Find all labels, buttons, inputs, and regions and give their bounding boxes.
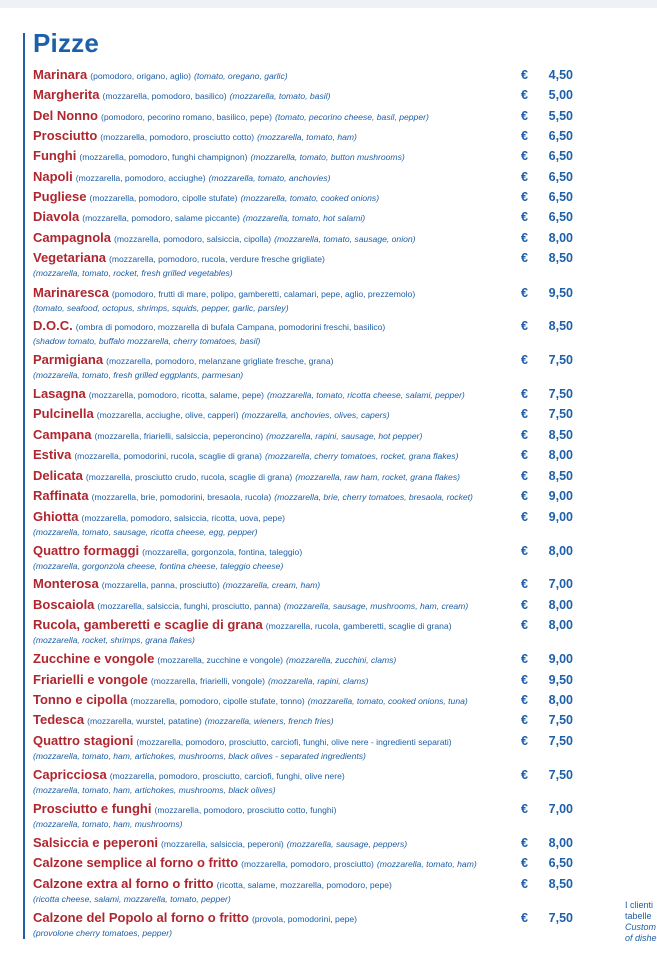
- menu-item-line: [33, 189, 513, 206]
- pizza-price: 8,50: [548, 251, 573, 265]
- menu-item-line: [33, 67, 513, 84]
- pizza-ingredients: (mozzarella, pomodoro, salsiccia, ricotta, uova, pepe): [81, 513, 285, 523]
- side-note: [625, 900, 657, 944]
- pizza-ingredients-english: (mozzarella, raw ham, rocket, grana flakes): [295, 472, 460, 482]
- pizza-name: Capricciosa: [33, 767, 107, 782]
- pizza-ingredients: (mozzarella, pomodoro, salame piccante): [82, 213, 240, 223]
- menu-item: [33, 285, 643, 314]
- menu-item-line: [33, 488, 513, 505]
- menu-item-line: [33, 209, 513, 226]
- menu-item-line: [33, 712, 513, 729]
- pizza-name: Calzone extra al forno o fritto: [33, 876, 214, 891]
- pizza-ingredients-english: (mozzarella, tomato, ham): [257, 132, 357, 142]
- menu-item: [33, 488, 643, 505]
- menu-item-line: [33, 386, 513, 403]
- pizza-name: Friarielli e vongole: [33, 672, 148, 687]
- pizza-ingredients-english: (mozzarella, gorgonzola cheese, fontina cheese, taleggio cheese): [33, 561, 284, 571]
- pizza-ingredients: (mozzarella, pomodoro, melanzane grigliate fresche, grana): [106, 356, 334, 366]
- pizza-price: 4,50: [548, 68, 573, 82]
- pizza-ingredients: (mozzarella, pomodoro, ricotta, salame, pepe): [88, 390, 265, 400]
- pizza-ingredients: (mozzarella, rucola, gamberetti, scaglie di grana): [265, 621, 452, 631]
- pizza-price: 6,50: [548, 210, 573, 224]
- pizza-ingredients-english: (mozzarella, tomato, fresh grilled eggplants, parmesan): [33, 370, 244, 380]
- menu-item: [33, 189, 643, 206]
- menu-item: [33, 128, 643, 145]
- pizza-price: 7,00: [548, 577, 573, 591]
- pizza-ingredients: (mozzarella, pomodoro, prosciutto, carciofi, funghi, olive nere - ingredienti separati): [136, 737, 452, 747]
- pizza-price: 8,00: [548, 544, 573, 558]
- currency-symbol: €: [521, 109, 528, 123]
- pizza-name: Margherita: [33, 87, 100, 102]
- pizza-price: 8,50: [548, 469, 573, 483]
- currency-symbol: €: [521, 170, 528, 184]
- menu-item-line: [33, 128, 513, 145]
- menu-item: [33, 509, 643, 538]
- menu-item: [33, 672, 643, 689]
- pizza-ingredients: (mozzarella, pomodoro, acciughe): [75, 173, 206, 183]
- menu-item-line: [33, 733, 513, 750]
- pizza-name: Ghiotta: [33, 509, 79, 524]
- menu-item-line: [33, 617, 513, 634]
- menu-item-line: [33, 767, 513, 784]
- pizza-ingredients: (mozzarella, acciughe, olive, capperi): [96, 410, 239, 420]
- pizza-ingredients: (mozzarella, pomodoro, prosciutto cotto): [100, 132, 255, 142]
- currency-symbol: €: [521, 734, 528, 748]
- pizza-ingredients-english: (shadow tomato, buffalo mozzarella, cherry tomatoes, basil): [33, 336, 261, 346]
- side-note-line: tabelle: [625, 911, 652, 921]
- menu-item: [33, 576, 643, 593]
- pizza-price: 8,00: [548, 448, 573, 462]
- pizza-ingredients: (mozzarella, pomodorini, rucola, scaglie di grana): [74, 451, 263, 461]
- pizza-ingredients-english: (mozzarella, rocket, shrimps, grana flakes): [33, 635, 195, 645]
- menu-item: [33, 386, 643, 403]
- pizza-price: 7,50: [548, 407, 573, 421]
- currency-symbol: €: [521, 652, 528, 666]
- pizza-ingredients: (pomodoro, origano, aglio): [90, 71, 191, 81]
- menu-item: [33, 318, 643, 347]
- menu-item: [33, 427, 643, 444]
- pizza-ingredients-english: (mozzarella, tomato, sausage, ricotta cheese, egg, pepper): [33, 527, 258, 537]
- menu-item: [33, 230, 643, 247]
- pizza-name: Napoli: [33, 169, 73, 184]
- section-divider-line: [23, 33, 25, 939]
- side-note-line: I clienti: [625, 900, 654, 910]
- currency-symbol: €: [521, 448, 528, 462]
- pizza-ingredients: (mozzarella, pomodoro, rucola, verdure fresche grigliate): [109, 254, 325, 264]
- pizza-price: 7,50: [548, 768, 573, 782]
- pizza-ingredients-english: (mozzarella, tomato, ham, artichokes, mushrooms, black olives): [33, 785, 276, 795]
- pizza-name: Prosciutto: [33, 128, 98, 143]
- pizza-ingredients: (pomodoro, frutti di mare, polipo, gamberetti, calamari, pepe, aglio, prezzemolo): [111, 289, 416, 299]
- pizza-price: 6,50: [548, 170, 573, 184]
- pizza-name: Tonno e cipolla: [33, 692, 128, 707]
- pizza-name: D.O.C.: [33, 318, 73, 333]
- top-band: [0, 0, 657, 8]
- pizza-name: Lasagna: [33, 386, 86, 401]
- pizza-ingredients-english: (mozzarella, tomato, ricotta cheese, salami, pepper): [267, 390, 465, 400]
- pizza-ingredients-english: (mozzarella, tomato, rocket, fresh grilled vegetables): [33, 268, 233, 278]
- pizza-ingredients-english: (tomato, pecorino cheese, basil, pepper): [275, 112, 429, 122]
- pizza-ingredients: (ricotta, salame, mozzarella, pomodoro, pepe): [216, 880, 392, 890]
- menu-item: [33, 67, 643, 84]
- pizza-name: Tedesca: [33, 712, 85, 727]
- pizza-ingredients-english: (mozzarella, tomato, anchovies): [208, 173, 331, 183]
- menu-item-line: [33, 576, 513, 593]
- pizza-price: 9,50: [548, 673, 573, 687]
- pizza-ingredients: (mozzarella, pomodoro, prosciutto, carciofi, funghi, olive nere): [109, 771, 345, 781]
- pizza-ingredients: (mozzarella, friarielli, salsiccia, peperoncino): [94, 431, 264, 441]
- pizza-name: Diavola: [33, 209, 80, 224]
- pizza-ingredients-english: (mozzarella, tomato, ham, mushrooms): [33, 819, 183, 829]
- pizza-ingredients: (mozzarella, pomodoro, basilico): [102, 91, 227, 101]
- pizza-ingredients: (mozzarella, gorgonzola, fontina, taleggio): [142, 547, 303, 557]
- section-title: Pizze: [33, 28, 100, 58]
- currency-symbol: €: [521, 836, 528, 850]
- currency-symbol: €: [521, 510, 528, 524]
- menu-item: [33, 767, 643, 796]
- pizza-name: Funghi: [33, 148, 77, 163]
- pizza-price: 8,00: [548, 693, 573, 707]
- menu-item-line: [33, 318, 513, 335]
- currency-symbol: €: [521, 544, 528, 558]
- menu-item: [33, 406, 643, 423]
- pizza-price: 6,50: [548, 149, 573, 163]
- pizza-price: 8,00: [548, 618, 573, 632]
- pizza-ingredients-english: (mozzarella, tomato, sausage, onion): [274, 234, 416, 244]
- currency-symbol: €: [521, 319, 528, 333]
- pizza-ingredients: (ombra di pomodoro, mozzarella di bufala Campana, pomodorini freschi, basilico): [75, 322, 386, 332]
- menu-item-line: [33, 87, 513, 104]
- menu-item-line: [33, 801, 513, 818]
- pizza-name: Pugliese: [33, 189, 87, 204]
- menu-item-line: [33, 447, 513, 464]
- menu-item-line: [33, 543, 513, 560]
- pizza-name: Quattro stagioni: [33, 733, 134, 748]
- currency-symbol: €: [521, 251, 528, 265]
- menu-item: [33, 835, 643, 852]
- pizza-price: 9,00: [548, 652, 573, 666]
- pizza-price: 5,00: [548, 88, 573, 102]
- pizza-name: Del Nonno: [33, 108, 98, 123]
- pizza-ingredients-english: (mozzarella, sausage, peppers): [286, 839, 408, 849]
- pizza-name: Campagnola: [33, 230, 112, 245]
- pizza-name: Boscaiola: [33, 597, 95, 612]
- pizza-name: Delicata: [33, 468, 83, 483]
- pizza-ingredients: (mozzarella, prosciutto crudo, rucola, scaglie di grana): [85, 472, 293, 482]
- menu-item-line: [33, 855, 513, 872]
- menu-item: [33, 543, 643, 572]
- pizza-price: 8,00: [548, 836, 573, 850]
- currency-symbol: €: [521, 190, 528, 204]
- pizza-ingredients-english: (mozzarella, tomato, ham, artichokes, mushrooms, black olives - separated ingredients): [33, 751, 366, 761]
- pizza-ingredients: (mozzarella, salsiccia, peperoni): [161, 839, 284, 849]
- menu-item-line: [33, 148, 513, 165]
- pizza-ingredients: (mozzarella, pomodoro, salsiccia, cipolla): [114, 234, 272, 244]
- menu-item-line: [33, 427, 513, 444]
- menu-item: [33, 250, 643, 279]
- pizza-ingredients: (mozzarella, pomodoro, prosciutto): [241, 859, 374, 869]
- pizza-name: Parmigiana: [33, 352, 104, 367]
- pizza-price: 8,00: [548, 598, 573, 612]
- menu-item: [33, 169, 643, 186]
- currency-symbol: €: [521, 877, 528, 891]
- pizza-name: Campana: [33, 427, 92, 442]
- menu-item: [33, 801, 643, 830]
- pizza-ingredients-english: (tomato, oregano, garlic): [194, 71, 288, 81]
- pizza-ingredients-english: (mozzarella, cherry tomatoes, rocket, grana flakes): [265, 451, 459, 461]
- menu-item: [33, 712, 643, 729]
- menu-item-line: [33, 230, 513, 247]
- pizza-price: 7,50: [548, 387, 573, 401]
- pizza-price: 8,00: [548, 231, 573, 245]
- pizza-name: Rucola, gamberetti e scaglie di grana: [33, 617, 263, 632]
- menu-item: [33, 651, 643, 668]
- pizza-price: 7,50: [548, 353, 573, 367]
- pizza-price: 8,50: [548, 877, 573, 891]
- pizza-price: 7,00: [548, 802, 573, 816]
- pizza-name: Calzone del Popolo al forno o fritto: [33, 910, 249, 925]
- menu-item: [33, 148, 643, 165]
- pizza-ingredients: (provola, pomodorini, pepe): [251, 914, 358, 924]
- pizza-ingredients-english: (ricotta cheese, salami, mozzarella, tomato, pepper): [33, 894, 231, 904]
- currency-symbol: €: [521, 673, 528, 687]
- pizza-ingredients: (mozzarella, pomodoro, cipolle stufate, tonno): [130, 696, 305, 706]
- pizza-price: 6,50: [548, 856, 573, 870]
- menu-item: [33, 447, 643, 464]
- currency-symbol: €: [521, 693, 528, 707]
- menu-item: [33, 468, 643, 485]
- currency-symbol: €: [521, 286, 528, 300]
- pizza-ingredients: (mozzarella, pomodoro, prosciutto cotto, funghi): [154, 805, 337, 815]
- pizza-ingredients-english: (mozzarella, anchovies, olives, capers): [241, 410, 390, 420]
- pizza-price: 6,50: [548, 129, 573, 143]
- pizza-price: 9,00: [548, 510, 573, 524]
- currency-symbol: €: [521, 407, 528, 421]
- pizza-ingredients-english: (mozzarella, tomato, cooked onions): [240, 193, 380, 203]
- pizza-name: Quattro formaggi: [33, 543, 140, 558]
- menu-item: [33, 209, 643, 226]
- pizza-ingredients-english: (mozzarella, tomato, basil): [229, 91, 331, 101]
- currency-symbol: €: [521, 802, 528, 816]
- pizza-name: Estiva: [33, 447, 72, 462]
- currency-symbol: €: [521, 129, 528, 143]
- currency-symbol: €: [521, 911, 528, 925]
- menu-item-line: [33, 250, 513, 267]
- currency-symbol: €: [521, 210, 528, 224]
- pizza-price: 8,50: [548, 319, 573, 333]
- pizza-price: 7,50: [548, 734, 573, 748]
- pizza-price: 6,50: [548, 190, 573, 204]
- pizza-name: Marinara: [33, 67, 88, 82]
- pizza-price: 7,50: [548, 911, 573, 925]
- menu-item-line: [33, 352, 513, 369]
- pizza-ingredients: (mozzarella, panna, prosciutto): [101, 580, 220, 590]
- pizza-ingredients-english: (mozzarella, sausage, mushrooms, ham, cream): [283, 601, 469, 611]
- pizza-ingredients: (mozzarella, friarielli, vongole): [150, 676, 266, 686]
- pizza-ingredients: (pomodoro, pecorino romano, basilico, pepe): [101, 112, 273, 122]
- currency-symbol: €: [521, 713, 528, 727]
- menu-item-line: [33, 468, 513, 485]
- pizza-name: Raffinata: [33, 488, 89, 503]
- pizza-name: Vegetariana: [33, 250, 106, 265]
- menu-item-line: [33, 108, 513, 125]
- currency-symbol: €: [521, 149, 528, 163]
- pizza-ingredients-english: (mozzarella, wieners, french fries): [204, 716, 334, 726]
- pizza-price: 9,50: [548, 286, 573, 300]
- currency-symbol: €: [521, 489, 528, 503]
- pizza-ingredients: (mozzarella, wurstel, patatine): [87, 716, 202, 726]
- pizza-ingredients-english: (mozzarella, rapini, clams): [268, 676, 369, 686]
- pizza-name: Prosciutto e funghi: [33, 801, 152, 816]
- pizza-ingredients: (mozzarella, pomodoro, funghi champignon): [79, 152, 248, 162]
- pizza-ingredients: (mozzarella, pomodoro, cipolle stufate): [89, 193, 238, 203]
- currency-symbol: €: [521, 469, 528, 483]
- pizza-ingredients-english: (mozzarella, zucchini, clams): [285, 655, 397, 665]
- pizza-name: Monterosa: [33, 576, 99, 591]
- currency-symbol: €: [521, 68, 528, 82]
- pizza-ingredients-english: (mozzarella, tomato, hot salami): [242, 213, 366, 223]
- side-note-line: of dishe: [625, 933, 657, 943]
- menu-item: [33, 352, 643, 381]
- pizza-name: Zucchine e vongole: [33, 651, 155, 666]
- menu-item: [33, 876, 643, 905]
- currency-symbol: €: [521, 428, 528, 442]
- menu-item: [33, 597, 643, 614]
- pizza-price: 5,50: [548, 109, 573, 123]
- pizza-price: 8,50: [548, 428, 573, 442]
- pizza-price: 9,00: [548, 489, 573, 503]
- currency-symbol: €: [521, 618, 528, 632]
- menu-item: [33, 617, 643, 646]
- menu-item: [33, 87, 643, 104]
- currency-symbol: €: [521, 387, 528, 401]
- pizza-ingredients-english: (tomato, seafood, octopus, shrimps, squids, pepper, garlic, parsley): [33, 303, 289, 313]
- menu-item-line: [33, 597, 513, 614]
- menu-item-line: [33, 835, 513, 852]
- pizza-ingredients-english: (mozzarella, tomato, cooked onions, tuna): [307, 696, 468, 706]
- pizza-name: Marinaresca: [33, 285, 109, 300]
- currency-symbol: €: [521, 231, 528, 245]
- pizza-ingredients: (mozzarella, salsiccia, funghi, prosciutto, panna): [97, 601, 281, 611]
- menu-item-line: [33, 406, 513, 423]
- menu-item-line: [33, 876, 513, 893]
- pizza-ingredients-english: (mozzarella, tomato, ham): [376, 859, 477, 869]
- menu-item-line: [33, 285, 513, 302]
- pizza-ingredients: (mozzarella, brie, pomodorini, bresaola, rucola): [91, 492, 272, 502]
- pizza-price: 7,50: [548, 713, 573, 727]
- pizza-name: Salsiccia e peperoni: [33, 835, 159, 850]
- menu-item-line: [33, 651, 513, 668]
- menu-item: [33, 855, 643, 872]
- currency-symbol: €: [521, 856, 528, 870]
- menu-item-line: [33, 509, 513, 526]
- menu-item-line: [33, 672, 513, 689]
- pizza-name: Pulcinella: [33, 406, 94, 421]
- currency-symbol: €: [521, 353, 528, 367]
- pizza-ingredients-english: (provolone cherry tomatoes, pepper): [33, 928, 173, 938]
- menu-item: [33, 108, 643, 125]
- menu-item: [33, 692, 643, 709]
- menu-item-line: [33, 169, 513, 186]
- currency-symbol: €: [521, 88, 528, 102]
- menu-item-line: [33, 692, 513, 709]
- menu-item: [33, 733, 643, 762]
- currency-symbol: €: [521, 577, 528, 591]
- side-note-line: Custom: [625, 922, 657, 932]
- pizza-ingredients-english: (mozzarella, brie, cherry tomatoes, bresaola, rocket): [274, 492, 473, 502]
- pizza-ingredients-english: (mozzarella, tomato, button mushrooms): [250, 152, 405, 162]
- currency-symbol: €: [521, 598, 528, 612]
- menu-item-line: [33, 910, 513, 927]
- menu-item: [33, 910, 643, 939]
- pizza-name: Calzone semplice al forno o fritto: [33, 855, 239, 870]
- pizza-ingredients: (mozzarella, zucchine e vongole): [157, 655, 283, 665]
- currency-symbol: €: [521, 768, 528, 782]
- pizza-ingredients-english: (mozzarella, rapini, sausage, hot pepper): [266, 431, 423, 441]
- pizza-ingredients-english: (mozzarella, cream, ham): [222, 580, 321, 590]
